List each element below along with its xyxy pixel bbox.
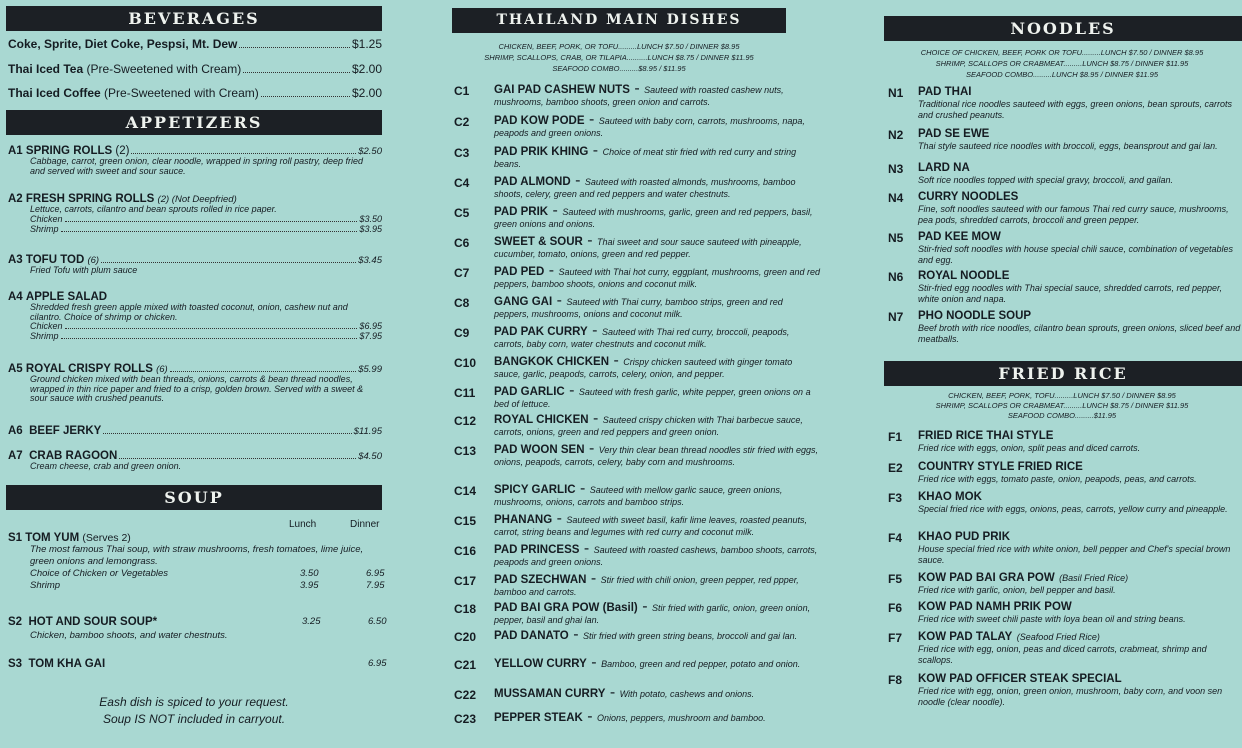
item-desc: Sauteed with mellow garlic sauce, green onions, mushrooms, onions, carrots and bamboo strips.: [494, 485, 783, 507]
item-desc: Sauteed with roasted cashews, bamboo shoots, carrots, peapods and green onions.: [494, 545, 818, 567]
item-name: PAD WOON SEN: [494, 444, 585, 456]
beverage-note: (Pre-Sweetened with Cream): [104, 86, 259, 100]
item-desc: Sauteed with Thai red curry, broccoli, peapods, carrots, baby corn, water chestnuts and coconut milk.: [494, 327, 790, 349]
menu-item-c8: C8 GANG GAI - Sauteed with Thai curry, bamboo strips, green and red peppers, mushrooms, onions and coconut milk.: [454, 292, 783, 319]
item-code: N5: [888, 231, 904, 245]
item-note: (Basil Fried Rice): [1059, 573, 1129, 583]
item-desc: Fried rice with eggs, tomato paste, onion, peapods, peas, and carrots.: [918, 473, 1197, 484]
leader-dots: [170, 371, 357, 372]
item-desc: Special fried rice with eggs, onions, peas, carrots, yellow curry and pineapple.: [918, 503, 1228, 514]
item-name: PAD THAI: [918, 86, 972, 98]
item-name: SWEET & SOUR: [494, 236, 583, 248]
item-name: LARD NA: [918, 162, 970, 174]
item-name: BANGKOK CHICKEN: [494, 356, 609, 368]
menu-item-a3: [8, 254, 382, 276]
item-price-dinner: 6.50: [368, 616, 387, 627]
price-line: SHRIMP, SCALLOPS, CRAB, OR TILAPIA..........LUNCH $8.75 / DINNER $11.95: [484, 53, 754, 62]
item-code: A1: [8, 145, 23, 157]
item-code: F3: [888, 491, 903, 505]
menu-item-c7: C7 PAD PED - Sauteed with Thai hot curry, eggplant, mushrooms, green and red peppers, bamboo shoots, onions and coconut milk.: [454, 262, 820, 289]
item-code: C13: [454, 444, 477, 458]
menu-item-c17: C17 PAD SZECHWAN - Stir fried with chili onion, green pepper, red ppper, bamboo and carrots.: [454, 570, 799, 597]
column-label-dinner: Dinner: [350, 519, 380, 530]
item-desc: Stir-fried egg noodles with Thai special sauce, shredded carrots, red pepper, white onion and napa.: [918, 282, 1223, 304]
menu-item-c2: C2 PAD KOW PODE - Sauteed with baby corn, carrots, mushrooms, napa, peapods and green onions.: [454, 111, 805, 138]
item-name: SPRING ROLLS: [25, 145, 113, 157]
item-desc: Choice of meat stir fried with red curry and string beans.: [494, 147, 797, 169]
option-price: $7.95: [359, 331, 382, 341]
menu-item-c22: C22 MUSSAMAN CURRY - With potato, cashews and onions.: [454, 684, 755, 702]
appetizers-header: APPETIZERS: [6, 110, 382, 135]
item-code: F7: [888, 631, 903, 645]
item-code: C20: [454, 630, 477, 644]
price-line: CHICKEN, BEEF, PORK, OR TOFU.........LUNCH $7.50 / DINNER $8.95: [498, 42, 740, 51]
leader-dots: [61, 231, 358, 232]
price-line: SEAFOOD COMBO.........$11.95: [1007, 411, 1117, 420]
leader-dots: [239, 47, 350, 48]
item-desc: Sauteed with baby corn, carrots, mushrooms, napa, peapods and green onions.: [494, 116, 805, 138]
menu-item-c11: C11 PAD GARLIC - Sauteed with fresh garlic, white pepper, green onions on a bed of lettuce.: [454, 382, 811, 409]
menu-item-n1: [888, 86, 1242, 121]
item-option: [8, 332, 382, 342]
item-price: $4.50: [358, 451, 382, 462]
item-code: S2: [8, 616, 23, 628]
item-code: A2: [8, 193, 23, 205]
item-name: PEPPER STEAK: [494, 712, 583, 724]
leader-dots: [101, 262, 356, 263]
price-line: SEAFOOD COMBO.........LUNCH $8.95 / DINNER $11.95: [965, 70, 1158, 79]
item-code: F8: [888, 673, 903, 687]
main-dishes-header: THAILAND MAIN DISHES: [452, 8, 786, 33]
price-line: CHOICE OF CHICKEN, BEEF, PORK OR TOFU.........LUNCH $7.50 / DINNER $8.95: [920, 48, 1204, 57]
item-name: KOW PAD TALAY: [918, 631, 1013, 643]
column-label-lunch: Lunch: [289, 519, 317, 530]
item-name: PHANANG: [494, 514, 553, 526]
item-name: ROYAL CRISPY ROLLS: [25, 363, 153, 375]
item-code: S3: [8, 658, 23, 670]
item-code: C18: [454, 602, 477, 616]
item-option: [8, 580, 385, 592]
item-name: KOW PAD BAI GRA POW: [918, 572, 1055, 584]
beverage-name: Thai Iced Coffee: [8, 86, 101, 100]
item-note: (6): [156, 364, 168, 375]
menu-item-s1: [8, 532, 385, 592]
item-note: (2) (Not Deepfried): [157, 194, 237, 205]
item-desc: Stir fried with chili onion, green pepper, red ppper, bamboo and carrots.: [494, 575, 799, 597]
beverage-note: (Pre-Sweetened with Cream): [86, 62, 242, 76]
menu-item-n6: [888, 270, 1242, 305]
menu-item-c9: C9 PAD PAK CURRY - Sauteed with Thai red curry, broccoli, peapods, carrots, baby corn, water chestnuts and coconut milk.: [454, 322, 790, 349]
item-desc: With potato, cashews and onions.: [619, 689, 755, 699]
item-price: $11.95: [353, 426, 382, 437]
item-code: C9: [454, 326, 470, 340]
leader-dots: [261, 96, 350, 97]
menu-item-f6: [888, 601, 1242, 624]
item-code: F6: [888, 601, 903, 615]
menu-item-n2: [888, 128, 1242, 151]
menu-item-n3: [888, 162, 1242, 185]
beverage-item: [8, 62, 382, 76]
item-name: PAD GARLIC: [494, 386, 565, 398]
item-code: A6: [8, 425, 23, 437]
option-price: $6.95: [359, 321, 382, 331]
item-code: A5: [8, 363, 23, 375]
item-name: KOW PAD OFFICER STEAK SPECIAL: [918, 673, 1122, 685]
item-name: KOW PAD NAMH PRIK POW: [918, 601, 1072, 613]
column-right: [882, 0, 1242, 748]
item-desc: Lettuce, carrots, cilantro and bean sprouts rolled in rice paper.: [30, 204, 277, 214]
option-name: Shrimp: [30, 223, 59, 234]
item-desc: Traditional rice noodles sauteed with eggs, green onions, bean sprouts, carrots and crushed peanuts.: [918, 98, 1233, 120]
item-code: N2: [888, 128, 904, 142]
item-code: A3: [8, 254, 23, 266]
menu-item-f8: [888, 673, 1242, 708]
menu-item-a7: [8, 450, 382, 472]
option-price-lunch: 3.95: [300, 580, 319, 591]
noodles-header: NOODLES: [884, 16, 1242, 41]
menu-item-f1: [888, 430, 1242, 453]
item-name: FRIED RICE THAI STYLE: [918, 430, 1054, 442]
fried-rice-header: FRIED RICE: [884, 361, 1242, 386]
menu-item-c18: C18 PAD BAI GRA POW (Basil) - Stir fried with garlic, onion, green onion, pepper, basil and ghai lan.: [454, 598, 811, 625]
item-note: (6): [87, 255, 100, 266]
menu-item-a6: [8, 425, 382, 437]
price-line: SHRIMP, SCALLOPS OR CRABMEAT.........LUNCH $8.75 / DINNER $11.95: [935, 59, 1189, 68]
item-code: A4: [8, 291, 23, 303]
option-price-dinner: 6.95: [366, 568, 385, 579]
beverage-price: $2.00: [351, 62, 382, 76]
item-code: C7: [454, 266, 470, 280]
item-desc: Ground chicken mixed with bean threads, onions, carrots & bean thread noodles, wrapped in thin rice paper and fried to a crisp, golden brown. Served with a sweet & sour sauce with crushed peanuts.: [30, 374, 364, 403]
leader-dots: [119, 458, 356, 459]
item-name: CRAB RAGOON: [29, 450, 118, 462]
item-price-dinner: 6.95: [368, 658, 387, 669]
item-code: F4: [888, 531, 903, 545]
leader-dots: [61, 338, 358, 339]
item-name: PAD KEE MOW: [918, 231, 1001, 243]
item-name: PAD PED: [494, 266, 545, 278]
beverage-price: $1.25: [351, 37, 382, 51]
menu-item-c4: C4 PAD ALMOND - Sauteed with roasted almonds, mushrooms, bamboo shoots, celery, green and red peppers and water chestnuts.: [454, 172, 796, 199]
item-desc: Fried rice with eggs, onion, split peas and diced carrots.: [918, 442, 1141, 453]
item-option: [8, 215, 382, 225]
item-desc: Cabbage, carrot, green onion, clear noodle, wrapped in spring roll pastry, deep fried and served with sweet and sour sauce.: [30, 156, 364, 176]
item-name: PAD ALMOND: [494, 176, 571, 188]
item-code: C12: [454, 414, 477, 428]
beverage-name: Thai Iced Tea: [8, 62, 84, 76]
item-code: N6: [888, 270, 904, 284]
item-code: N3: [888, 162, 904, 176]
item-code: C4: [454, 176, 470, 190]
item-name: PAD PRIK KHING: [494, 146, 589, 158]
item-name: BEEF JERKY: [29, 425, 102, 437]
menu-item-c5: C5 PAD PRIK - Sauteed with mushrooms, garlic, green and red peppers, basil, green onions and onions.: [454, 202, 813, 229]
soup-header: SOUP: [6, 485, 382, 510]
item-code: N7: [888, 310, 904, 324]
item-price: $3.45: [358, 255, 382, 266]
item-name: PAD KOW PODE: [494, 115, 585, 127]
item-desc: Chicken, bamboo shoots, and water chestnuts.: [30, 630, 228, 641]
menu-item-n5: [888, 231, 1242, 266]
item-option: [8, 322, 382, 332]
item-desc: Sauteed with sweet basil, kafir lime leaves, roasted peanuts, carrot, string beans and legumes with red curry and coconut milk.: [494, 515, 807, 537]
menu-item-c10: C10 BANGKOK CHICKEN - Crispy chicken sauteed with ginger tomato sauce, garlic, peapods, carrots, celery, onion, and pepper.: [454, 352, 793, 379]
price-line: SHRIMP, SCALLOPS OR CRABMEAT.........LUNCH $8.75 / DINNER $11.95: [935, 401, 1189, 410]
menu-item-c23: C23 PEPPER STEAK - Onions, peppers, mushroom and bamboo.: [454, 708, 766, 726]
item-name: GAI PAD CASHEW NUTS: [494, 84, 630, 96]
menu-item-e2: [888, 461, 1242, 484]
item-name: KHAO MOK: [918, 491, 982, 503]
item-note: (2): [115, 145, 130, 157]
beverage-item: [8, 37, 382, 51]
price-line: CHICKEN, BEEF, PORK, TOFU.........LUNCH $7.50 / DINNER $8.95: [948, 391, 1176, 400]
beverage-price: $2.00: [351, 86, 382, 100]
item-desc: Fried Tofu with plum sauce: [30, 265, 138, 275]
option-price: $3.95: [359, 223, 382, 234]
option-name: Shrimp: [30, 580, 61, 591]
item-code: N1: [888, 86, 904, 100]
item-name: CURRY NOODLES: [918, 191, 1019, 203]
leader-dots: [65, 221, 358, 222]
item-desc: Sauteed with roasted cashew nuts, mushrooms, bamboo shoots, green onion and carrots.: [494, 85, 784, 107]
item-desc: Very thin clear bean thread noodles stir fried with eggs, onions, peapods, carrots, celery, baby corn and mushrooms.: [494, 445, 819, 467]
item-desc: Beef broth with rice noodles, cilantro bean sprouts, green onions, sliced beef and meatballs.: [918, 322, 1241, 344]
item-code: C23: [454, 712, 477, 726]
beverage-name: Coke, Sprite, Diet Coke, Pespsi, Mt. Dew: [8, 37, 238, 51]
soup-footnote: Soup IS NOT included in carryout.: [102, 712, 286, 726]
menu-item-c21: C21 YELLOW CURRY - Bamboo, green and red pepper, potato and onion.: [454, 654, 801, 672]
item-desc: Sauteed with roasted almonds, mushrooms, bamboo shoots, celery, green and red peppers and water chestnuts.: [494, 177, 796, 199]
item-desc: Stir fried with garlic, onion, green onion, pepper, basil and ghai lan.: [494, 603, 811, 625]
menu-item-n4: [888, 191, 1242, 226]
menu-item-n7: [888, 310, 1242, 345]
item-option: [8, 568, 385, 580]
item-code: C2: [454, 115, 470, 129]
menu-item-a2: [8, 193, 382, 235]
item-name: HOT AND SOUR SOUP*: [28, 616, 158, 628]
item-code: C11: [454, 386, 476, 400]
item-name: GANG GAI: [494, 296, 553, 308]
item-name: SPICY GARLIC: [494, 484, 576, 496]
item-desc: House special fried rice with white onion, bell pepper and Chef's special brown sauce.: [918, 543, 1231, 565]
item-desc: Sauteed with fresh garlic, white pepper, green onions on a bed of lettuce.: [494, 387, 811, 409]
leader-dots: [131, 153, 356, 154]
menu-item-c6: C6 SWEET & SOUR - Thai sweet and sour sauce sauteed with pineapple, cucumber, tomato, onions, green and red pepper.: [454, 232, 802, 259]
item-code: C8: [454, 296, 470, 310]
item-option: [8, 225, 382, 235]
item-name: PAD SZECHWAN: [494, 574, 587, 586]
beverages-header: BEVERAGES: [6, 6, 382, 31]
item-desc: Sauteed crispy chicken with Thai barbecue sauce, carrots, onions, green and red peppers and green onion.: [494, 415, 803, 437]
item-name: APPLE SALAD: [25, 291, 108, 303]
item-name: TOFU TOD: [25, 254, 85, 266]
item-desc: Soft rice noodles topped with special gravy, broccoli, and gailan.: [918, 174, 1173, 185]
menu-item-a5: [8, 363, 382, 404]
item-code: E2: [888, 461, 903, 475]
item-desc: Thai sweet and sour sauce sauteed with pineapple, cucumber, tomato, onions, green and red pepper.: [494, 237, 802, 259]
item-name: PAD SE EWE: [918, 128, 990, 140]
item-name: ROYAL CHICKEN: [494, 414, 589, 426]
option-name: Shrimp: [30, 331, 59, 341]
menu-item-c14: C14 SPICY GARLIC - Sauteed with mellow garlic sauce, green onions, mushrooms, onions, carrots and bamboo strips.: [454, 480, 783, 507]
item-name: ROYAL NOODLE: [918, 270, 1010, 282]
menu-item-c12: C12 ROYAL CHICKEN - Sauteed crispy chicken with Thai barbecue sauce, carrots, onions, green and red peppers and green onion.: [454, 410, 803, 437]
leader-dots: [243, 72, 350, 73]
item-code: C6: [454, 236, 470, 250]
option-name: Chicken: [30, 321, 63, 331]
item-name: YELLOW CURRY: [494, 658, 587, 670]
option-price-lunch: 3.50: [300, 568, 319, 579]
item-note: (Serves 2): [82, 532, 131, 544]
option-price-dinner: 7.95: [366, 580, 385, 591]
item-code: C17: [454, 574, 477, 588]
menu-item-c13: C13 PAD WOON SEN - Very thin clear bean thread noodles stir fried with eggs, onions, peapods, carrots, celery, baby corn and mushrooms.: [454, 440, 819, 467]
item-desc: Shredded fresh green apple mixed with toasted coconut, onion, cashew nut and cilantro. Choice of shrimp or chicken.: [30, 302, 348, 322]
item-name: FRESH SPRING ROLLS: [25, 193, 155, 205]
menu-item-f5: [888, 572, 1242, 595]
item-name: KHAO PUD PRIK: [918, 531, 1011, 543]
item-desc: Stir-fried soft noodles with house special chili sauce, combination of vegetables and egg.: [918, 243, 1234, 265]
menu-item-c1: C1 GAI PAD CASHEW NUTS - Sauteed with roasted cashew nuts, mushrooms, bamboo shoots, green onion and carrots.: [454, 80, 784, 107]
leader-dots: [103, 433, 351, 434]
item-name: TOM YUM: [25, 532, 80, 544]
item-code: C21: [454, 658, 477, 672]
item-note: (Seafood Fried Rice): [1016, 632, 1100, 642]
item-code: C3: [454, 146, 470, 160]
option-price: $3.50: [359, 213, 382, 224]
item-price-lunch: 3.25: [302, 616, 321, 627]
item-code: C15: [454, 514, 477, 528]
menu-item-c20: C20 PAD DANATO - Stir fried with green string beans, broccoli and gai lan.: [454, 626, 798, 644]
item-desc: The most famous Thai soup, with straw mushrooms, fresh tomatoes, lime juice, green onions and lemongrass.: [30, 544, 364, 567]
item-name: PAD BAI GRA POW (Basil): [494, 602, 638, 614]
item-desc: Sauteed with Thai curry, bamboo strips, green and red peppers, mushrooms, onions and coconut milk.: [494, 297, 783, 319]
item-code: C14: [454, 484, 477, 498]
menu-item-c3: C3 PAD PRIK KHING - Choice of meat stir fried with red curry and string beans.: [454, 142, 797, 169]
menu-item-c16: C16 PAD PRINCESS - Sauteed with roasted cashews, bamboo shoots, carrots, peapods and green onions.: [454, 540, 818, 567]
column-left: [6, 0, 387, 748]
price-line: SEAFOOD COMBO.........$8.95 / $11.95: [552, 64, 686, 73]
item-code: C16: [454, 544, 477, 558]
column-middle: [448, 0, 820, 748]
item-code: N4: [888, 191, 904, 205]
item-price: $5.99: [358, 364, 382, 375]
item-code: S1: [8, 532, 23, 544]
leader-dots: [65, 328, 358, 329]
menu-item-f3: [888, 491, 1242, 514]
item-desc: Fried rice with sweet chili paste with loya bean oil and string beans.: [918, 613, 1186, 624]
item-desc: Stir fried with green string beans, broccoli and gai lan.: [582, 631, 798, 641]
item-name: PAD PAK CURRY: [494, 326, 588, 338]
item-desc: Crispy chicken sauteed with ginger tomato sauce, garlic, peapods, carrots, celery, onion, and pepper.: [494, 357, 793, 379]
menu-item-c15: C15 PHANANG - Sauteed with sweet basil, kafir lime leaves, roasted peanuts, carrot, string beans and legumes with red curry and coconut milk.: [454, 510, 807, 537]
menu-item-a4: [8, 291, 382, 342]
item-code: C1: [454, 84, 470, 98]
item-name: PAD DANATO: [494, 630, 569, 642]
item-code: F5: [888, 572, 903, 586]
item-desc: Bamboo, green and red pepper, potato and onion.: [601, 659, 801, 669]
item-code: C5: [454, 206, 470, 220]
item-name: TOM KHA GAI: [28, 658, 106, 670]
item-name: PAD PRIK: [494, 206, 549, 218]
item-name: PAD PRINCESS: [494, 544, 580, 556]
item-desc: Cream cheese, crab and green onion.: [30, 461, 182, 471]
option-name: Choice of Chicken or Vegetables: [30, 568, 169, 579]
item-name: MUSSAMAN CURRY: [494, 688, 606, 700]
option-name: Chicken: [30, 213, 63, 224]
beverage-item: [8, 86, 382, 100]
item-desc: Sauteed with mushrooms, garlic, green and red peppers, basil, green onions and onions.: [494, 207, 813, 229]
item-desc: Thai style sauteed rice noodles with broccoli, eggs, beansprout and gai lan.: [918, 140, 1218, 151]
item-code: F1: [888, 430, 903, 444]
item-code: C22: [454, 688, 477, 702]
item-desc: Fried rice with garlic, onion, bell pepper and basil.: [918, 584, 1116, 595]
menu-item-f7: [888, 631, 1242, 666]
menu-item-f4: [888, 531, 1242, 566]
item-desc: Sauteed with Thai hot curry, eggplant, mushrooms, green and red peppers, bamboo shoots, onions and coconut milk.: [494, 267, 820, 289]
item-desc: Fried rice with egg, onion, green onion, mushroom, baby corn, and voon sen noodle (clear noodle).: [918, 685, 1223, 707]
item-desc: Fried rice with egg, onion, peas and diced carrots, crabmeat, shrimp and scallops.: [918, 643, 1207, 665]
menu-item-a1: [8, 145, 382, 176]
item-price: $2.50: [358, 146, 382, 157]
item-desc: Onions, peppers, mushroom and bamboo.: [597, 713, 766, 723]
item-name: PHO NOODLE SOUP: [918, 310, 1032, 322]
menu-item-s2: [8, 616, 387, 642]
item-desc: Fine, soft noodles sauteed with our famous Thai red curry sauce, mushrooms, pea pods, shredded carrots, broccoli and green pepper.: [918, 203, 1229, 225]
menu-item-s3: [8, 658, 387, 672]
item-name: COUNTRY STYLE FRIED RICE: [918, 461, 1083, 473]
soup-footnote: Eash dish is spiced to your request.: [99, 695, 289, 709]
item-code: C10: [454, 356, 477, 370]
item-code: A7: [8, 450, 23, 462]
